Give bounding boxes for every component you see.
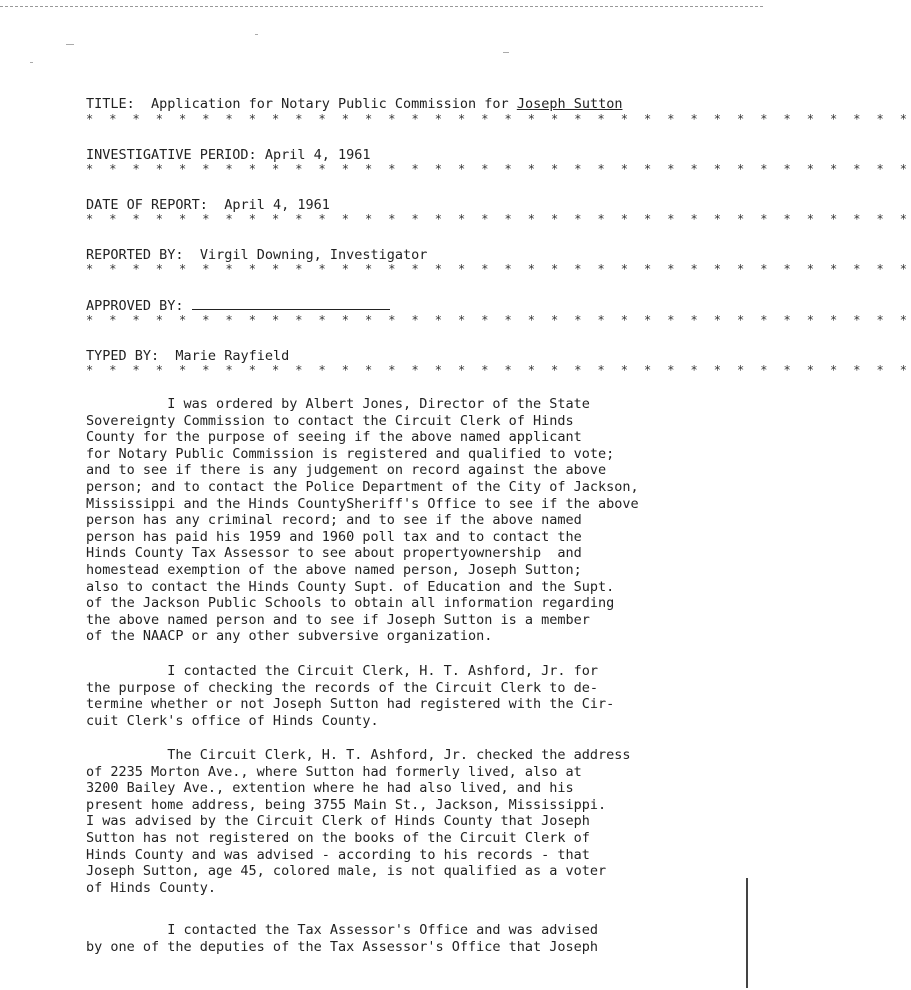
- body-paragraph-4: I contacted the Tax Assessor's Office and was advised by one of the deputies of the Tax Assessor's Office that Joseph: [86, 922, 599, 955]
- typed-value: Marie Rayfield: [175, 348, 290, 364]
- date-label: DATE OF REPORT:: [86, 197, 208, 213]
- title-text: Application for Notary Public Commission for: [151, 96, 509, 112]
- body-paragraph-1: I was ordered by Albert Jones, Director of the State Sovereignty Commission to contact the Circuit Clerk of Hinds County for the purpose of seeing if the above named applicant for Notary Public Commission is registered and qualified to vote; and to see if there is any judgement on record against the above person; and to contact the Police Department of the City of Jackson, Mississippi and the Hinds CountySheriff's Office to see if the above person has any criminal record; and to see if the above named person has paid his 1959 and 1960 poll tax and to contact the Hinds County Tax Assessor to see about propertyownership and homestead exemption of the above named person, Joseph Sutton; also to contact the Hinds County Supt. of Education and the Supt. of the Jackson Public Schools to obtain all information regarding the above named person and to see if Joseph Sutton is a member of the NAACP or any other subversive organization.: [86, 396, 639, 645]
- title-name: Joseph Sutton: [516, 96, 623, 112]
- separator-stars: * * * * * * * * * * * * * * * * * * * * * * * * * * * * * * * * * * * *: [86, 262, 911, 276]
- scan-speck: [255, 34, 258, 35]
- approved-signature-blank: [192, 297, 390, 310]
- body-paragraph-3: The Circuit Clerk, H. T. Ashford, Jr. checked the address of 2235 Morton Ave., where Sutton had formerly lived, also at 3200 Bailey Ave., extention where he had also lived, and his present home address, being 3755 Main St., Jackson, Mississippi. I was advised by the Circuit Clerk of Hinds County that Joseph Sutton has not registered on the books of the Circuit Clerk of Hinds County and was advised - according to his records - that Joseph Sutton, age 45, colored male, is not qualified as a voter of Hinds County.: [86, 747, 631, 896]
- approved-line: [86, 297, 390, 314]
- reported-value: Virgil Downing, Investigator: [199, 247, 428, 263]
- body-paragraph-2: I contacted the Circuit Clerk, H. T. Ashford, Jr. for the purpose of checking the records of the Circuit Clerk to de- termine whether or not Joseph Sutton had registered with the Cir- cuit Clerk's office of Hinds County.: [86, 663, 615, 729]
- separator-stars: * * * * * * * * * * * * * * * * * * * * * * * * * * * * * * * * * * * *: [86, 363, 911, 377]
- reported-line: [86, 247, 427, 263]
- scan-speck: [66, 44, 74, 45]
- period-value: April 4, 1961: [264, 147, 371, 163]
- scan-speck: [503, 52, 509, 53]
- date-line: [86, 197, 330, 213]
- margin-mark: [746, 878, 748, 988]
- scan-speck: [30, 62, 33, 63]
- typed-label: TYPED BY:: [86, 348, 160, 364]
- period-label: INVESTIGATIVE PERIOD:: [86, 147, 257, 163]
- typed-line: [86, 348, 289, 364]
- page-top-edge: [0, 6, 763, 7]
- reported-label: REPORTED BY:: [86, 247, 184, 263]
- date-value: April 4, 1961: [224, 197, 330, 213]
- title-label: TITLE:: [86, 96, 135, 112]
- separator-stars: * * * * * * * * * * * * * * * * * * * * * * * * * * * * * * * * * * * *: [86, 112, 911, 126]
- separator-stars: * * * * * * * * * * * * * * * * * * * * * * * * * * * * * * * * * * * *: [86, 313, 911, 327]
- approved-label: APPROVED BY:: [86, 298, 184, 314]
- period-line: [86, 147, 371, 163]
- separator-stars: * * * * * * * * * * * * * * * * * * * * * * * * * * * * * * * * * * * *: [86, 212, 911, 226]
- title-line: [86, 96, 622, 112]
- separator-stars: * * * * * * * * * * * * * * * * * * * * * * * * * * * * * * * * * * * *: [86, 162, 911, 176]
